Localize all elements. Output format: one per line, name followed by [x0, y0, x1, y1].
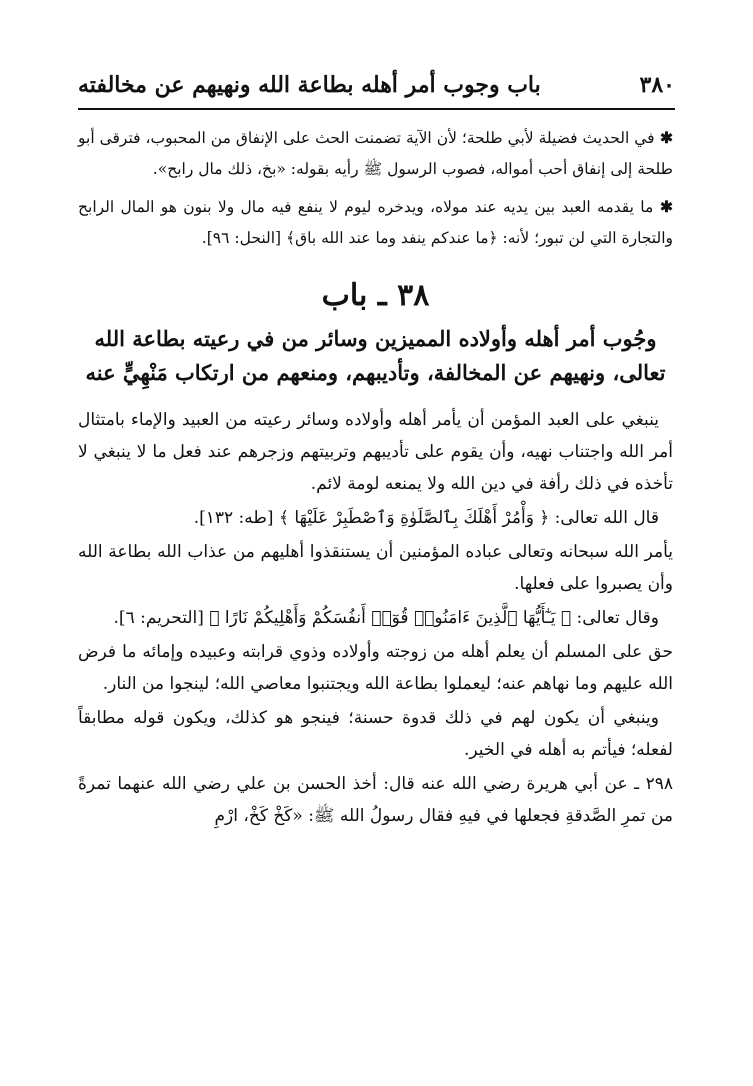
- page-content: [78, 122, 673, 834]
- quran-citation: وقال تعالى: ﴿ يَـٰٓأَيُّهَا ٱلَّذِينَ ءَامَنُوا۟ قُوٓا۟ أَنفُسَكُمْ وَأَهْلِيكُمْ نَارًا ﴾ [التحريم: ٦].: [113, 608, 659, 628]
- body-paragraph: حق على المسلم أن يعلم أهله من زوجته وأولاده وذوي قرابته وعبيده وإمائه ما فرض الله عليهم وما نهاهم عنه؛ ليعملوا بطاعة الله ويجتنبوا معاصي الله؛ لينجوا من النار.: [78, 642, 673, 694]
- body-paragraph: وينبغي أن يكون لهم في ذلك قدوة حسنة؛ فينجو هو كذلك، ويكون قوله مطابقاً لفعله؛ فيأتم به أهله في الخير.: [78, 708, 673, 760]
- hadith-paragraph: ٢٩٨ ـ عن أبي هريرة رضي الله عنه قال: أخذ الحسن بن علي رضي الله عنهما تمرةً من تمرِ الصَّدقةِ فجعلها في فيهِ فقال رسولُ الله ﷺ: «كَخْ كَخْ، ارْمِ: [78, 774, 673, 826]
- note-text: ما يقدمه العبد بين يديه عند مولاه، ويدخره ليوم لا ينفع فيه مال ولا بنون هو المال الرابح والتجارة التي لن تبور؛ لأنه: ﴿ما عندكم ينفد وما عند الله باق﴾ [النحل: ٩٦].: [78, 198, 673, 247]
- chapter-title: وجُوب أمر أهله وأولاده المميزين وسائر من في رعيته بطاعة الله تعالى، ونهيهم عن المخالفة، وتأديبهم، ومنعهم من ارتكاب مَنْهِيٍّ عنه: [85, 326, 666, 385]
- star-bullet-icon: ✱: [654, 128, 673, 147]
- chapter-number: ٣٨ ـ باب: [321, 278, 430, 313]
- note-paragraph: [78, 122, 673, 185]
- note-text: في الحديث فضيلة لأبي طلحة؛ لأن الآية تضمنت الحث على الإنفاق من المحبوب، فترقى أبو طلحة إلى إنفاق أحب أمواله، فصوب الرسول ﷺ رأيه بقوله: «بخ، ذلك مال رابح».: [78, 129, 673, 178]
- running-header: [78, 62, 675, 110]
- star-bullet-icon: ✱: [653, 197, 673, 216]
- footnote-block: [78, 122, 673, 254]
- quran-citation: قال الله تعالى: ﴿ وَأْمُرْ أَهْلَكَ بِٱلصَّلَوٰةِ وَٱصْطَبِرْ عَلَيْهَا ﴾ [طه: ١٣٢].: [193, 508, 659, 528]
- note-paragraph: [78, 191, 673, 254]
- page-number: ٣٨٠: [639, 72, 675, 98]
- body-paragraph: ينبغي على العبد المؤمن أن يأمر أهله وأولاده وسائر رعيته من العبيد والإماء بامتثال أمر الله واجتناب نهيه، وأن يقوم على تأديبهم وتربيتهم وزجرهم عند فعل ما لا ينبغي لا تأخذه في ذلك رأفة في دين الله ولا يمنعه لومة لائم.: [78, 410, 673, 494]
- body-paragraph: يأمر الله سبحانه وتعالى عباده المؤمنين أن يستنقذوا أهليهم من عذاب الله بطاعة الله وأن يصبروا على فعلها.: [78, 542, 673, 594]
- running-header-title: باب وجوب أمر أهله بطاعة الله ونهيهم عن مخالفته: [78, 72, 541, 98]
